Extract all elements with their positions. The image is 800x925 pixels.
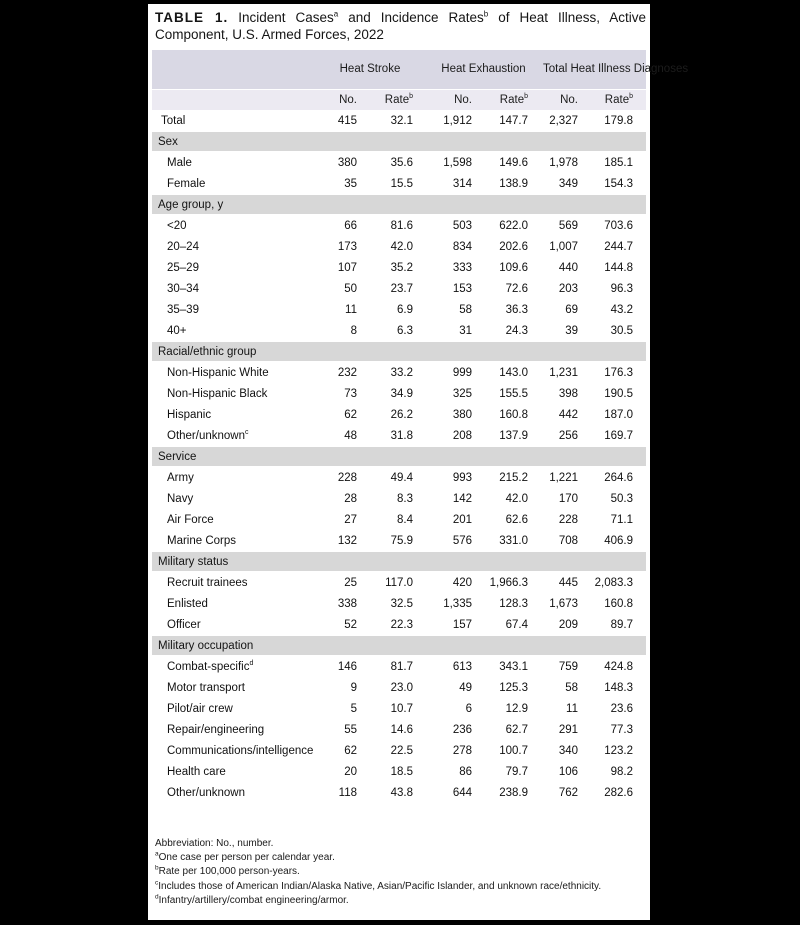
table-row xyxy=(152,593,646,614)
table-row xyxy=(152,761,646,782)
value-cell: 420 xyxy=(452,576,472,589)
value-cell: 415 xyxy=(337,114,357,127)
row-label: Officer xyxy=(167,618,201,631)
section-label: Racial/ethnic group xyxy=(158,345,257,358)
value-cell: 8.3 xyxy=(397,492,413,505)
value-cell: 69 xyxy=(565,303,578,316)
table-row xyxy=(152,383,646,404)
header-rate-hs: Rate$^b$ xyxy=(384,93,413,106)
row-label: <20 xyxy=(167,219,187,232)
value-cell: 142 xyxy=(452,492,472,505)
footnote-line: Abbreviation: No., number. xyxy=(155,838,274,849)
value-cell: 86 xyxy=(459,765,472,778)
value-cell: 203 xyxy=(558,282,578,295)
value-cell: 238.9 xyxy=(499,786,528,799)
value-cell: 11 xyxy=(566,702,578,715)
value-cell: 170 xyxy=(558,492,578,505)
table-number: TABLE 1. xyxy=(155,10,229,25)
footnote-marker-c: c xyxy=(155,879,159,887)
footnote-marker-b: b xyxy=(629,93,633,101)
header-no-he: No. xyxy=(454,94,472,106)
value-cell: 72.6 xyxy=(505,282,528,295)
value-cell: 5 xyxy=(350,702,357,715)
value-cell: 50 xyxy=(344,282,357,295)
row-label: Motor transport xyxy=(167,681,245,694)
value-cell: 62.7 xyxy=(505,723,528,736)
value-cell: 58 xyxy=(565,681,578,694)
value-cell: 81.6 xyxy=(390,219,413,232)
value-cell: 30.5 xyxy=(610,324,633,337)
value-cell: 291 xyxy=(558,723,578,736)
value-cell: 762 xyxy=(558,786,578,799)
value-cell: 12.9 xyxy=(505,702,528,715)
value-cell: 343.1 xyxy=(499,660,528,673)
row-label: 40+ xyxy=(167,324,187,337)
table-row xyxy=(152,572,646,593)
footnote-marker-b: b xyxy=(155,865,159,873)
value-cell: 11 xyxy=(345,303,357,316)
value-cell: 58 xyxy=(459,303,472,316)
value-cell: 155.5 xyxy=(499,387,528,400)
value-cell: 62 xyxy=(344,408,357,421)
value-cell: 132 xyxy=(337,534,357,547)
row-label: 30–34 xyxy=(167,282,199,295)
value-cell: 442 xyxy=(558,408,578,421)
value-cell: 42.0 xyxy=(505,492,528,505)
value-cell: 993 xyxy=(452,471,472,484)
table-row xyxy=(152,362,646,383)
value-cell: 117.0 xyxy=(385,576,413,589)
value-cell: 398 xyxy=(558,387,578,400)
table-row xyxy=(152,278,646,299)
value-cell: 2,327 xyxy=(549,114,578,127)
row-label: Communications/intelligence xyxy=(167,744,314,757)
value-cell: 759 xyxy=(558,660,578,673)
footnote-marker-d: d xyxy=(155,893,159,901)
value-cell: 406.9 xyxy=(604,534,633,547)
value-cell: 169.7 xyxy=(604,429,633,442)
table-row xyxy=(152,614,646,635)
footnote-line: $^b$Rate per 100,000 person-years. xyxy=(155,865,300,878)
value-cell: 1,007 xyxy=(549,240,578,253)
value-cell: 79.7 xyxy=(505,765,528,778)
value-cell: 569 xyxy=(558,219,578,232)
value-cell: 440 xyxy=(558,261,578,274)
section-header-row xyxy=(152,341,646,362)
value-cell: 107 xyxy=(337,261,357,274)
title-text-3: of Heat Illness, Active Component, U.S. Armed Forces, 2022 xyxy=(155,10,646,42)
value-cell: 201 xyxy=(452,513,472,526)
value-cell: 1,978 xyxy=(549,156,578,169)
row-label: Navy xyxy=(167,492,194,505)
table-row xyxy=(152,110,646,131)
value-cell: 1,221 xyxy=(549,471,578,484)
value-cell: 9 xyxy=(350,681,357,694)
table-footnotes xyxy=(155,837,646,908)
footnote-line: $^d$Infantry/artillery/combat engineering/armor. xyxy=(155,893,349,906)
row-label: Male xyxy=(167,156,192,169)
value-cell: 146 xyxy=(337,660,357,673)
value-cell: 52 xyxy=(344,618,357,631)
value-cell: 137.9 xyxy=(499,429,528,442)
value-cell: 71.1 xyxy=(610,513,633,526)
value-cell: 33.2 xyxy=(390,366,413,379)
value-cell: 190.5 xyxy=(604,387,633,400)
value-cell: 576 xyxy=(452,534,472,547)
value-cell: 62 xyxy=(344,744,357,757)
table-row xyxy=(152,404,646,425)
table-body xyxy=(152,110,646,803)
value-cell: 338 xyxy=(337,597,357,610)
row-label: Repair/engineering xyxy=(167,723,265,736)
value-cell: 1,912 xyxy=(443,114,472,127)
value-cell: 331.0 xyxy=(499,534,528,547)
value-cell: 6.3 xyxy=(397,324,413,337)
footnote-marker-d: d xyxy=(249,659,254,667)
value-cell: 1,673 xyxy=(549,597,578,610)
column-group-heat-stroke: Heat Stroke xyxy=(339,63,401,75)
value-cell: 26.2 xyxy=(390,408,413,421)
value-cell: 208 xyxy=(452,429,472,442)
value-cell: 109.6 xyxy=(499,261,528,274)
value-cell: 2,083.3 xyxy=(594,576,633,589)
section-label: Military occupation xyxy=(158,639,254,652)
value-cell: 55 xyxy=(344,723,357,736)
section-header-row xyxy=(152,551,646,572)
table-row xyxy=(152,173,646,194)
value-cell: 39 xyxy=(565,324,578,337)
section-label: Service xyxy=(158,450,197,463)
table-row xyxy=(152,236,646,257)
footnote-marker-b: b xyxy=(409,93,413,101)
value-cell: 6 xyxy=(465,702,472,715)
table-page xyxy=(148,4,689,920)
value-cell: 703.6 xyxy=(604,219,633,232)
row-label: Other/unknown$^c$ xyxy=(167,428,249,442)
row-label: Enlisted xyxy=(167,597,208,610)
value-cell: 49 xyxy=(459,681,472,694)
value-cell: 31 xyxy=(459,324,472,337)
value-cell: 66 xyxy=(344,219,357,232)
value-cell: 24.3 xyxy=(505,324,528,337)
value-cell: 349 xyxy=(558,177,578,190)
header-rate-he: Rate$^b$ xyxy=(499,93,528,106)
value-cell: 187.0 xyxy=(604,408,633,421)
column-group-header-row xyxy=(152,50,689,89)
table-row xyxy=(152,740,646,761)
row-label: Female xyxy=(167,177,206,190)
value-cell: 42.0 xyxy=(390,240,413,253)
value-cell: 185.1 xyxy=(604,156,633,169)
value-cell: 445 xyxy=(558,576,578,589)
footnote-marker-a: a xyxy=(155,850,159,858)
value-cell: 118 xyxy=(338,786,357,799)
table-row xyxy=(152,509,646,530)
table-row xyxy=(152,719,646,740)
value-cell: 15.5 xyxy=(390,177,413,190)
value-cell: 1,335 xyxy=(443,597,472,610)
row-label: Pilot/air crew xyxy=(167,702,233,715)
value-cell: 106 xyxy=(558,765,578,778)
value-cell: 153 xyxy=(452,282,472,295)
row-label: Combat-specific$^d$ xyxy=(167,659,254,673)
table-row xyxy=(152,215,646,236)
value-cell: 10.7 xyxy=(390,702,413,715)
header-no-hs: No. xyxy=(339,94,357,106)
column-group-heat-exhaustion: Heat Exhaustion xyxy=(441,63,526,75)
table-row xyxy=(152,677,646,698)
value-cell: 35 xyxy=(344,177,357,190)
value-cell: 62.6 xyxy=(505,513,528,526)
value-cell: 622.0 xyxy=(499,219,528,232)
table-row xyxy=(152,299,646,320)
value-cell: 25 xyxy=(344,576,357,589)
value-cell: 236 xyxy=(452,723,472,736)
table-row xyxy=(152,467,646,488)
value-cell: 36.3 xyxy=(505,303,528,316)
row-label: Recruit trainees xyxy=(167,576,248,589)
value-cell: 18.5 xyxy=(390,765,413,778)
value-cell: 202.6 xyxy=(499,240,528,253)
value-cell: 160.8 xyxy=(604,597,633,610)
value-cell: 75.9 xyxy=(390,534,413,547)
value-cell: 157 xyxy=(452,618,472,631)
section-label: Military status xyxy=(158,555,229,568)
header-no-total: No. xyxy=(560,94,578,106)
table-row xyxy=(152,698,646,719)
row-label: 20–24 xyxy=(167,240,199,253)
value-cell: 644 xyxy=(452,786,472,799)
value-cell: 160.8 xyxy=(499,408,528,421)
row-label: 35–39 xyxy=(167,303,199,316)
value-cell: 1,231 xyxy=(549,366,578,379)
table-row xyxy=(152,656,646,677)
value-cell: 256 xyxy=(558,429,578,442)
header-rate-total: Rate$^b$ xyxy=(604,93,633,106)
table-title xyxy=(155,10,646,43)
value-cell: 98.2 xyxy=(610,765,633,778)
value-cell: 613 xyxy=(452,660,472,673)
value-cell: 380 xyxy=(337,156,357,169)
value-cell: 424.8 xyxy=(604,660,633,673)
value-cell: 999 xyxy=(452,366,472,379)
value-cell: 35.2 xyxy=(390,261,413,274)
value-cell: 314 xyxy=(452,177,472,190)
value-cell: 179.8 xyxy=(604,114,633,127)
row-label: Air Force xyxy=(167,513,214,526)
value-cell: 81.7 xyxy=(390,660,413,673)
value-cell: 89.7 xyxy=(610,618,633,631)
table-row xyxy=(152,320,646,341)
row-label: Non-Hispanic Black xyxy=(167,387,268,400)
value-cell: 123.2 xyxy=(604,744,633,757)
value-cell: 503 xyxy=(452,219,472,232)
value-cell: 67.4 xyxy=(505,618,528,631)
table-row xyxy=(152,425,646,446)
value-cell: 100.7 xyxy=(499,744,528,757)
row-label: Army xyxy=(167,471,194,484)
title-text-2: and Incidence Rates xyxy=(338,10,484,25)
table-row xyxy=(152,152,646,173)
value-cell: 1,598 xyxy=(443,156,472,169)
value-cell: 8 xyxy=(350,324,357,337)
row-label: Total xyxy=(161,114,186,127)
value-cell: 128.3 xyxy=(499,597,528,610)
table-row xyxy=(152,530,646,551)
row-label: Other/unknown xyxy=(167,786,245,799)
footnote-line: $^c$Includes those of American Indian/Alaska Native, Asian/Pacific Islander, and unknown race/ethnicity. xyxy=(155,879,602,892)
section-label: Age group, y xyxy=(158,198,224,211)
row-label: Health care xyxy=(167,765,226,778)
table-row xyxy=(152,257,646,278)
value-cell: 232 xyxy=(337,366,357,379)
value-cell: 244.7 xyxy=(604,240,633,253)
value-cell: 340 xyxy=(558,744,578,757)
value-cell: 143.0 xyxy=(499,366,528,379)
value-cell: 6.9 xyxy=(397,303,413,316)
value-cell: 138.9 xyxy=(499,177,528,190)
value-cell: 834 xyxy=(452,240,472,253)
footnote-line: $^a$One case per person per calendar year. xyxy=(155,850,335,864)
section-header-row xyxy=(152,635,646,656)
value-cell: 50.3 xyxy=(610,492,633,505)
value-cell: 31.8 xyxy=(390,429,413,442)
value-cell: 22.5 xyxy=(390,744,413,757)
value-cell: 1,966.3 xyxy=(489,576,528,589)
column-group-total-heat-illness: Total Heat Illness Diagnoses xyxy=(543,63,689,75)
value-cell: 32.1 xyxy=(390,114,413,127)
section-label: Sex xyxy=(158,135,178,148)
row-label: Marine Corps xyxy=(167,534,237,547)
value-cell: 147.7 xyxy=(499,114,528,127)
value-cell: 23.7 xyxy=(390,282,413,295)
value-cell: 209 xyxy=(558,618,578,631)
row-label: 25–29 xyxy=(167,261,199,274)
value-cell: 8.4 xyxy=(397,513,413,526)
value-cell: 35.6 xyxy=(390,156,413,169)
data-table xyxy=(152,50,689,803)
value-cell: 264.6 xyxy=(604,471,633,484)
table-row xyxy=(152,488,646,509)
footnote-marker-b: b xyxy=(524,93,528,101)
value-cell: 228 xyxy=(558,513,578,526)
value-cell: 23.0 xyxy=(390,681,413,694)
footnote-marker-a: a xyxy=(333,9,339,19)
value-cell: 34.9 xyxy=(390,387,413,400)
row-label: Hispanic xyxy=(167,408,212,421)
value-cell: 708 xyxy=(558,534,578,547)
column-subheader-row xyxy=(152,90,646,110)
value-cell: 149.6 xyxy=(499,156,528,169)
value-cell: 43.8 xyxy=(390,786,413,799)
value-cell: 77.3 xyxy=(610,723,633,736)
value-cell: 333 xyxy=(452,261,472,274)
value-cell: 28 xyxy=(344,492,357,505)
value-cell: 215.2 xyxy=(499,471,528,484)
value-cell: 325 xyxy=(452,387,472,400)
value-cell: 14.6 xyxy=(390,723,413,736)
value-cell: 43.2 xyxy=(610,303,633,316)
value-cell: 22.3 xyxy=(390,618,413,631)
value-cell: 73 xyxy=(344,387,357,400)
value-cell: 173 xyxy=(337,240,357,253)
section-header-row xyxy=(152,131,646,152)
value-cell: 282.6 xyxy=(604,786,633,799)
value-cell: 32.5 xyxy=(390,597,413,610)
value-cell: 144.8 xyxy=(604,261,633,274)
value-cell: 228 xyxy=(337,471,357,484)
section-header-row xyxy=(152,194,646,215)
table-row xyxy=(152,782,646,803)
value-cell: 380 xyxy=(452,408,472,421)
value-cell: 49.4 xyxy=(390,471,413,484)
title-text-1: Incident Cases xyxy=(228,10,334,25)
value-cell: 148.3 xyxy=(604,681,633,694)
value-cell: 23.6 xyxy=(610,702,633,715)
value-cell: 176.3 xyxy=(604,366,633,379)
section-header-row xyxy=(152,446,646,467)
value-cell: 27 xyxy=(344,513,357,526)
value-cell: 48 xyxy=(344,429,357,442)
value-cell: 125.3 xyxy=(499,681,528,694)
value-cell: 278 xyxy=(452,744,472,757)
footnote-marker-c: c xyxy=(245,428,249,436)
footnote-marker-b: b xyxy=(483,9,489,19)
row-label: Non-Hispanic White xyxy=(167,366,269,379)
value-cell: 96.3 xyxy=(610,282,633,295)
value-cell: 154.3 xyxy=(604,177,633,190)
value-cell: 20 xyxy=(344,765,357,778)
